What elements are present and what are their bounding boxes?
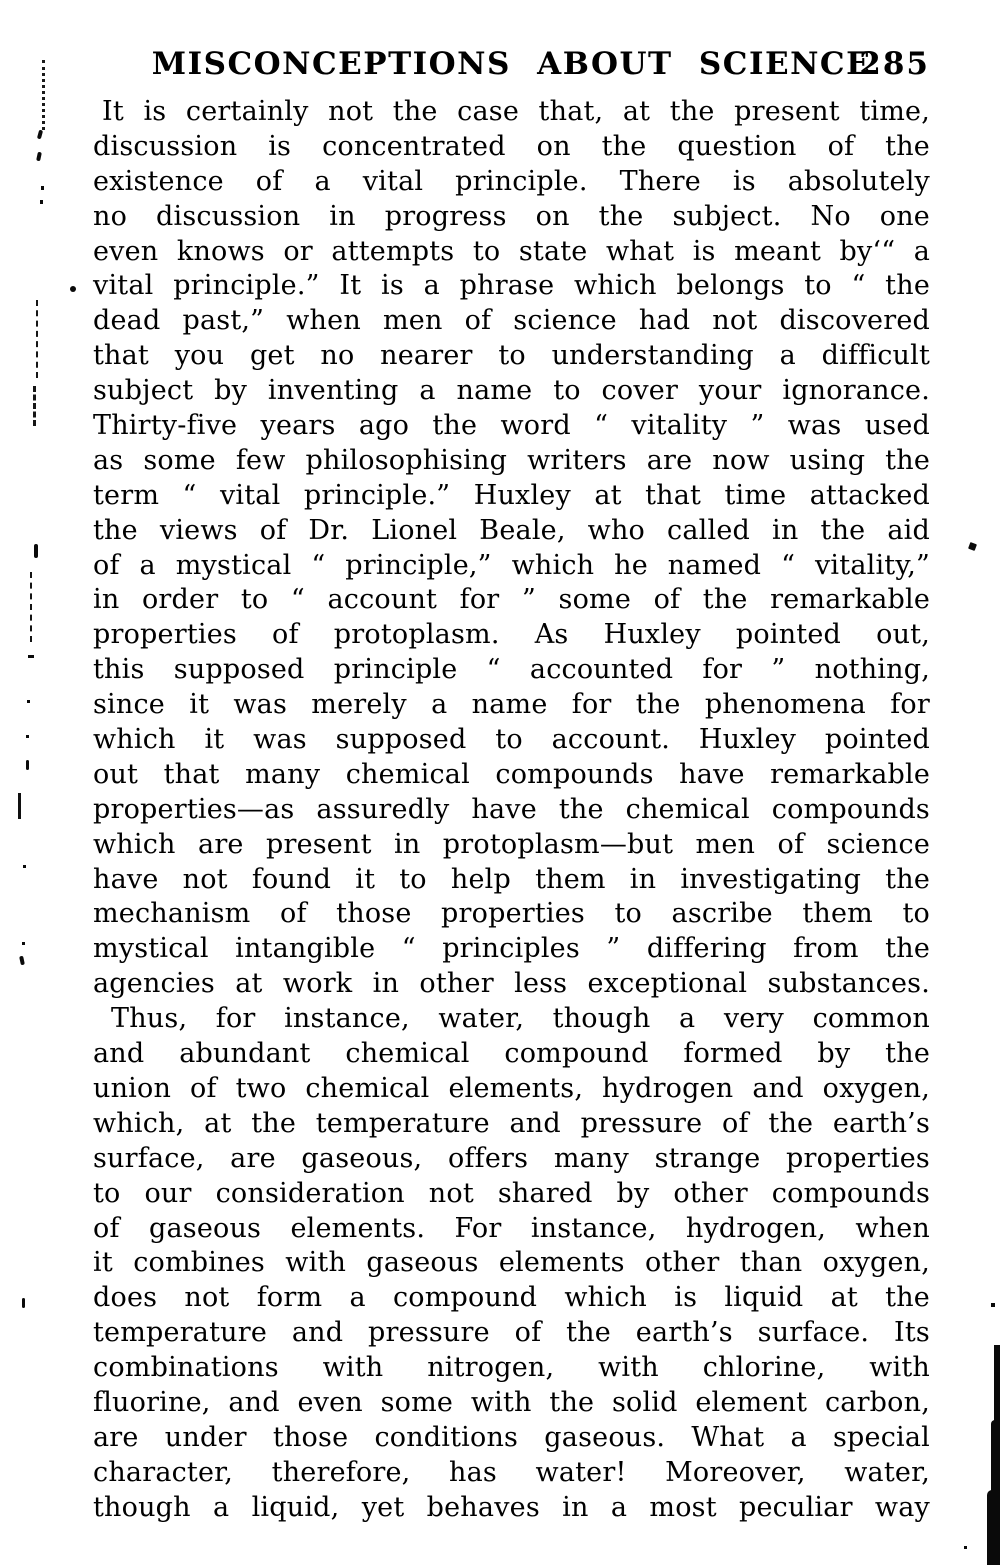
text-line: It is certainly not the case that, at the present time, xyxy=(102,96,930,127)
scan-mark-dot xyxy=(964,1546,967,1549)
scan-mark-tick xyxy=(26,760,29,770)
text-line: which, at the temperature and pressure of the earth’s xyxy=(93,1107,930,1139)
text-line: fluorine, and even some with the solid element carbon, xyxy=(93,1386,930,1418)
scan-mark-tick xyxy=(968,542,977,551)
scan-mark-dot xyxy=(41,186,44,190)
scan-edge-shadow xyxy=(987,1490,1000,1565)
text-line: temperature and pressure of the earth’s surface. Its xyxy=(93,1317,930,1349)
text-line: which it was supposed to account. Huxley pointed xyxy=(93,724,930,756)
page-number: 285 xyxy=(859,46,930,82)
scan-mark-dashed-line xyxy=(30,572,32,642)
text-line: dead past,” when men of science had not discovered xyxy=(93,305,930,337)
scan-mark-tick xyxy=(28,655,34,658)
scan-mark-bracket xyxy=(18,793,21,819)
text-line: the views of Dr. Lionel Beale, who called in the aid xyxy=(93,514,930,546)
text-line: discussion is concentrated on the question of the xyxy=(93,130,930,162)
text-line: it combines with gaseous elements other than oxygen, xyxy=(93,1247,930,1279)
text-line: agencies at work in other less exceptional substances. xyxy=(93,968,930,1000)
text-line: which are present in protoplasm—but men of science xyxy=(93,828,930,860)
text-line: of a mystical “ principle,” which he named “ vitality,” xyxy=(93,549,930,581)
text-line: properties—as assuredly have the chemical compounds xyxy=(93,793,930,825)
scan-mark-tick xyxy=(19,956,25,966)
scan-mark-dot xyxy=(23,865,26,868)
text-line: out that many chemical compounds have remarkable xyxy=(93,758,930,790)
text-line: subject by inventing a name to cover your ignorance. xyxy=(93,375,930,407)
text-line: have not found it to help them in investigating the xyxy=(93,863,930,895)
scan-mark-dot xyxy=(26,735,29,738)
text-line: that you get no nearer to understanding a difficult xyxy=(93,340,930,372)
text-line: are under those conditions gaseous. What a special xyxy=(93,1421,930,1453)
text-line: surface, are gaseous, offers many strange properties xyxy=(93,1142,930,1174)
page-body xyxy=(93,95,930,1526)
running-head-title: MISCONCEPTIONS ABOUT SCIENCE xyxy=(151,46,872,82)
text-line: term “ vital principle.” Huxley at that time attacked xyxy=(93,479,930,511)
text-line: no discussion in progress on the subject. No one xyxy=(93,200,930,232)
text-line: combinations with nitrogen, with chlorine, with xyxy=(93,1352,930,1384)
scan-mark-tick xyxy=(37,130,43,140)
paragraph xyxy=(93,95,930,1002)
text-line: since it was merely a name for the phenomena for xyxy=(93,689,930,721)
text-line: union of two chemical elements, hydrogen and oxygen, xyxy=(93,1072,930,1104)
text-line: does not form a compound which is liquid at the xyxy=(93,1282,930,1314)
scan-mark-dot xyxy=(22,942,25,945)
scan-mark-tick xyxy=(22,1298,25,1308)
scan-mark-dot xyxy=(70,286,76,292)
text-line: Thus, for instance, water, though a very common xyxy=(111,1003,930,1035)
text-line: character, therefore, has water! Moreover, water, xyxy=(93,1456,930,1488)
text-line: though a liquid, yet behaves in a most peculiar way xyxy=(93,1491,930,1523)
paragraph xyxy=(93,1002,930,1525)
text-line: of gaseous elements. For instance, hydrogen, when xyxy=(93,1212,930,1244)
text-line: to our consideration not shared by other compounds xyxy=(93,1177,930,1209)
scan-mark-tick xyxy=(34,544,38,558)
scan-mark-dot xyxy=(27,700,30,703)
text-line: existence of a vital principle. There is absolutely xyxy=(93,165,930,197)
scan-mark-dashed-line xyxy=(36,300,38,378)
text-line: this supposed principle “ accounted for ” nothing, xyxy=(93,654,930,686)
scan-mark-dashed-line xyxy=(33,386,36,426)
page-header xyxy=(93,46,930,86)
scan-mark-dot xyxy=(991,1303,995,1307)
scan-mark-dotted-line xyxy=(42,60,45,130)
text-line: and abundant chemical compound formed by the xyxy=(93,1038,930,1070)
scan-mark-dot xyxy=(40,200,43,204)
text-line: mystical intangible “ principles ” differing from the xyxy=(93,933,930,965)
text-line: vital principle.” It is a phrase which belongs to “ the xyxy=(93,270,930,302)
text-line: in order to “ account for ” some of the remarkable xyxy=(93,584,930,616)
text-line: mechanism of those properties to ascribe them to xyxy=(93,898,930,930)
scan-mark-tick xyxy=(36,152,42,162)
text-line: properties of protoplasm. As Huxley pointed out, xyxy=(93,619,930,651)
text-line: as some few philosophising writers are now using the xyxy=(93,444,930,476)
text-line: even knows or attempts to state what is meant by‘“ a xyxy=(93,235,930,267)
text-line: Thirty-five years ago the word “ vitality ” was used xyxy=(93,410,930,442)
